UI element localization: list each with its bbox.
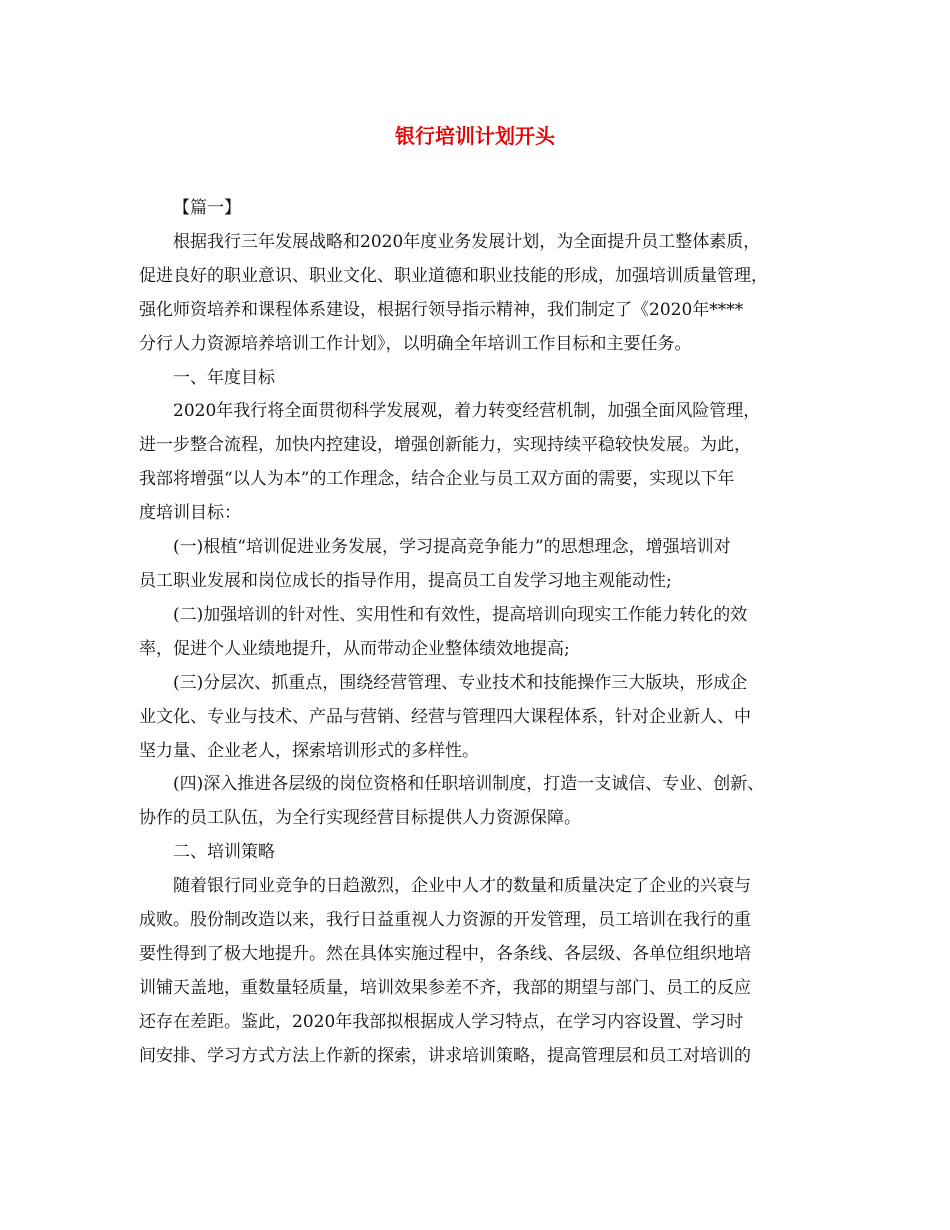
text-line: (一)根植“培训促进业务发展，学习提高竞争能力”的思想理念，增强培训对 <box>173 537 731 558</box>
text-line: 进一步整合流程，加快内控建设，增强创新能力，实现持续平稳较快发展。为此， <box>139 435 751 456</box>
text-line: 强化师资培养和课程体系建设，根据行领导指示精神，我们制定了《2020年**** <box>139 299 744 320</box>
text-line: 率，促进个人业绩地提升，从而带动企业整体绩效地提高; <box>139 638 570 659</box>
text-line: 训铺天盖地，重数量轻质量，培训效果参差不齐，我部的期望与部门、员工的反应 <box>139 977 751 998</box>
document-body <box>139 192 809 1074</box>
text-line: 二、培训策略 <box>173 842 275 863</box>
text-line: (四)深入推进各层级的岗位资格和任职培训制度，打造一支诚信、专业、创新、 <box>173 774 765 795</box>
text-line: 度培训目标： <box>139 503 241 524</box>
document-title: 银行培训计划开头 <box>395 124 555 148</box>
text-line: 【篇一】 <box>173 198 241 218</box>
text-line: 2020年我行将全面贯彻科学发展观，着力转变经营机制，加强全面风险管理， <box>173 401 761 422</box>
text-line: 一、年度目标 <box>173 367 275 388</box>
text-line: 还存在差距。鉴此，2020年我部拟根据成人学习特点，在学习内容设置、学习时 <box>139 1011 744 1032</box>
text-line: 分行人力资源培养培训工作计划》，以明确全年培训工作目标和主要任务。 <box>139 333 692 354</box>
text-line: 随着银行同业竞争的日趋激烈，企业中人才的数量和质量决定了企业的兴衰与 <box>173 876 751 897</box>
text-line: (三)分层次、抓重点，围绕经营管理、专业技术和技能操作三大版块，形成企 <box>173 672 748 693</box>
text-line: 促进良好的职业意识、职业文化、职业道德和职业技能的形成，加强培训质量管理， <box>139 265 768 286</box>
text-line: 要性得到了极大地提升。然在具体实施过程中，各条线、各层级、各单位组织地培 <box>139 943 751 964</box>
text-line: 根据我行三年发展战略和2020年度业务发展计划，为全面提升员工整体素质， <box>173 231 761 252</box>
text-line: 员工职业发展和岗位成长的指导作用，提高员工自发学习地主观能动性; <box>139 570 672 591</box>
text-line: (二)加强培训的针对性、实用性和有效性，提高培训向现实工作能力转化的效 <box>173 604 748 625</box>
text-line: 我部将增强“以人为本”的工作理念，结合企业与员工双方面的需要，实现以下年 <box>139 469 735 490</box>
text-line: 坚力量、企业老人，探索培训形式的多样性。 <box>139 740 479 761</box>
text-line: 间安排、学习方式方法上作新的探索，讲求培训策略，提高管理层和员工对培训的 <box>139 1045 751 1066</box>
text-line: 协作的员工队伍，为全行实现经营目标提供人力资源保障。 <box>139 808 581 829</box>
text-line: 业文化、专业与技术、产品与营销、经营与管理四大课程体系，针对企业新人、中 <box>139 706 751 727</box>
text-line: 成败。股份制改造以来，我行日益重视人力资源的开发管理，员工培训在我行的重 <box>139 910 751 931</box>
